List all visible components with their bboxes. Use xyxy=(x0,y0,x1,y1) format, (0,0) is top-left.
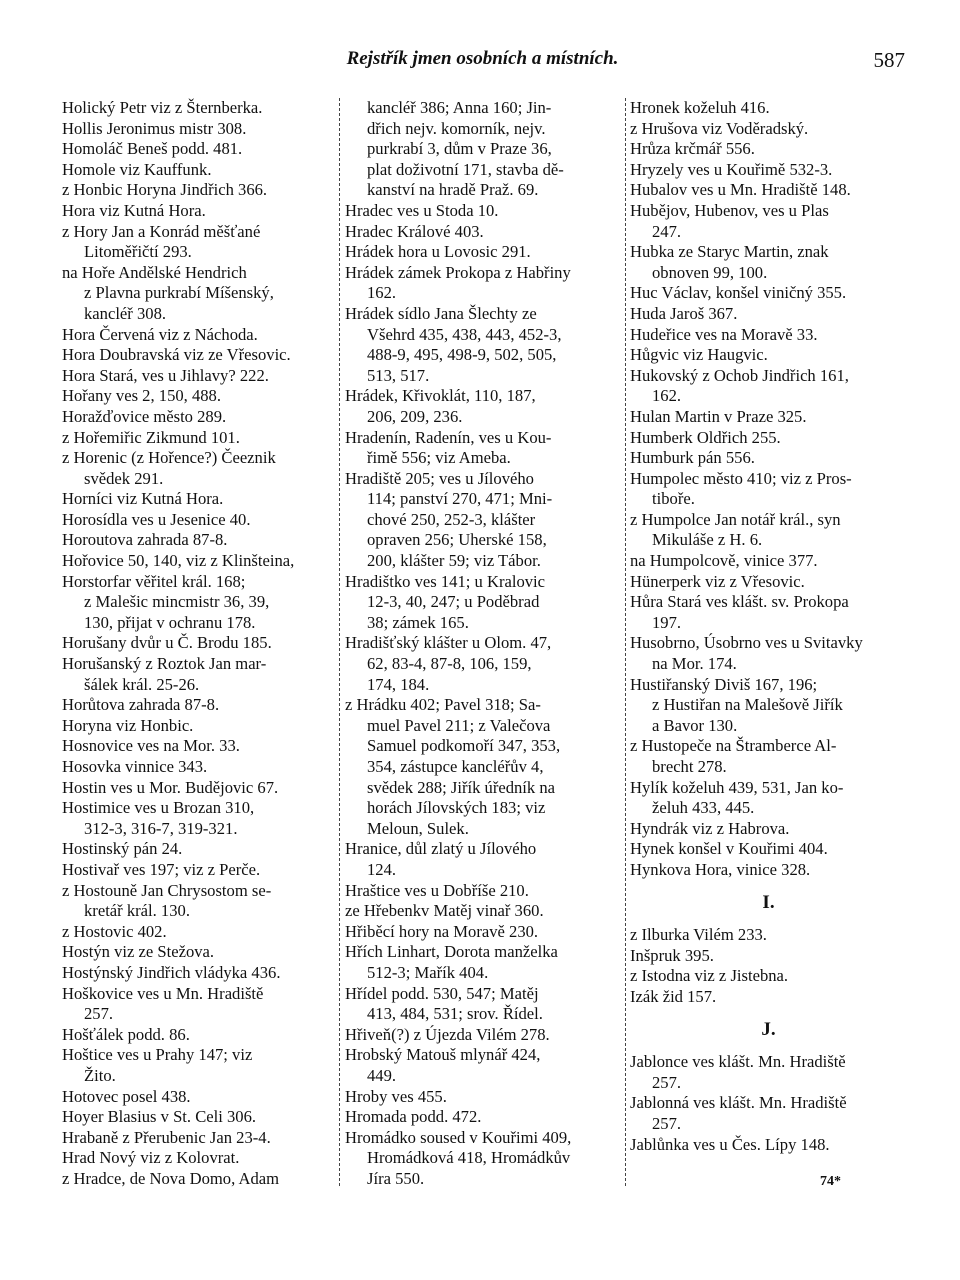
index-entry-line: Hubka ze Staryc Martin, znak xyxy=(630,242,829,262)
index-entry-line: z Ilburka Vilém 233. xyxy=(630,925,767,945)
index-entry-line: Hostýnský Jindřich vládyka 436. xyxy=(62,962,281,982)
index-entry-line: Jablůnka ves u Čes. Lípy 148. xyxy=(630,1134,830,1154)
index-entry-line: 257. xyxy=(84,1004,114,1024)
index-entry-line: Hřiběcí hory na Moravě 230. xyxy=(345,921,539,941)
index-entry-line: 162. xyxy=(652,386,682,406)
index-entry-line: Huc Václav, konšel viničný 355. xyxy=(630,283,847,303)
index-entry-line: z Hradce, de Nova Domo, Adam xyxy=(62,1168,280,1188)
index-entry-line: 200, klášter 59; viz Tábor. xyxy=(367,551,541,571)
index-entry-line: 130, přijat v ochranu 178. xyxy=(84,612,256,632)
index-column-left xyxy=(62,98,334,1189)
index-entry-line: z Hostovic 402. xyxy=(62,921,167,941)
index-entry-line: Jablonná ves klášt. Mn. Hradiště xyxy=(630,1093,847,1113)
index-entry-line: na Humpolcově, vinice 377. xyxy=(630,551,818,571)
index-entry-line: z Hrušova viz Voděradský. xyxy=(630,118,809,138)
index-entry-line: Hradiště 205; ves u Jílového xyxy=(345,468,534,488)
index-entry-line: Hradec Králové 403. xyxy=(345,221,484,241)
index-entry-line: Hřích Linhart, Dorota manželka xyxy=(345,942,558,962)
index-entry-line: 114; panství 270, 471; Mni- xyxy=(367,489,553,509)
index-entry-line: Huda Jaroš 367. xyxy=(630,303,738,323)
index-entry-line: Hostimice ves u Brozan 310, xyxy=(62,798,255,818)
index-entry-line: dřich nejv. komorník, nejv. xyxy=(367,118,546,138)
index-entry-line: 247. xyxy=(652,221,682,241)
index-entry-line: 197. xyxy=(652,612,682,632)
index-entry-line: Hrabaně z Přerubenic Jan 23-4. xyxy=(62,1127,271,1147)
index-entry-line: 354, zástupce kancléřův 4, xyxy=(367,757,544,776)
index-entry-line: Hořovice 50, 140, viz z Klinšteina, xyxy=(62,551,295,571)
section-letter-i: I. xyxy=(762,891,775,913)
index-entry-line: Horstorfar věřitel král. 168; xyxy=(62,571,246,591)
index-entry-line: Hraštice ves u Dobříše 210. xyxy=(345,880,529,900)
index-entry-line: Horušanský z Roztok Jan mar- xyxy=(62,654,267,674)
index-entry-line: obnoven 99, 100. xyxy=(652,262,768,282)
index-entry-line: 257. xyxy=(652,1072,682,1092)
index-entry-line: Hromada podd. 472. xyxy=(345,1107,482,1127)
index-entry-line: tiboře. xyxy=(652,489,695,509)
index-entry-line: z Honbic Horyna Jindřich 366. xyxy=(62,180,268,200)
column-divider xyxy=(625,98,626,1186)
index-entry-line: Hroby ves 455. xyxy=(345,1086,447,1106)
index-entry-line: Hrádek sídlo Jana Šlechty ze xyxy=(345,303,537,323)
index-entry-line: Hostivař ves 197; viz z Perče. xyxy=(62,859,261,879)
index-entry-line: Humpolec město 410; viz z Pros- xyxy=(630,468,852,488)
index-entries-i xyxy=(630,925,907,1007)
index-entry-line: Hubějov, Hubenov, ves u Plas xyxy=(630,200,829,220)
index-entry-line: Hradenín, Radenín, ves u Kou- xyxy=(345,427,552,447)
index-entry-line: Jíra 550. xyxy=(367,1168,425,1188)
index-entry-line: Humburk pán 556. xyxy=(630,448,755,468)
index-entry-line: Hošťálek podd. 86. xyxy=(62,1024,190,1044)
index-entry-line: Hosnovice ves na Mor. 33. xyxy=(62,736,240,756)
index-entries-h xyxy=(630,98,907,881)
index-entry-line: Horušany dvůr u Č. Brodu 185. xyxy=(62,633,272,653)
index-entry-line: Hora viz Kutná Hora. xyxy=(62,200,206,220)
index-entry-line: Hrádek zámek Prokopa z Habřiny xyxy=(345,262,571,282)
index-entry-line: Hradec ves u Stoda 10. xyxy=(345,200,499,220)
index-entry-line: Hynek konšel v Kouřimi 404. xyxy=(630,839,828,859)
index-entry-line: Izák žid 157. xyxy=(630,986,717,1006)
index-entry-line: 413, 484, 531; srov. Řídel. xyxy=(367,1004,543,1024)
index-entry-line: Žito. xyxy=(84,1065,116,1085)
index-entry-line: Všehrd 435, 438, 443, 452-3, xyxy=(367,324,562,344)
index-entry-line: Hollis Jeronimus mistr 308. xyxy=(62,118,247,138)
index-entry-line: z Hory Jan a Konrád měšťané xyxy=(62,221,261,241)
index-entry-line: Hranice, důl zlatý u Jílového xyxy=(345,839,537,859)
index-entry-line: Hrad Nový viz z Kolovrat. xyxy=(62,1148,240,1168)
column-divider xyxy=(339,98,340,1186)
index-entry-line: Hosovka vinnice 343. xyxy=(62,757,208,776)
index-entry-line: Hustiřanský Diviš 167, 196; xyxy=(630,674,818,694)
index-entry-line: Hrůza krčmář 556. xyxy=(630,139,755,159)
index-entry-line: 62, 83-4, 87-8, 106, 159, xyxy=(367,654,532,674)
index-entry-line: Litoměřičtí 293. xyxy=(84,242,192,262)
index-entry-line: Hubalov ves u Mn. Hradiště 148. xyxy=(630,180,851,200)
index-column-middle xyxy=(345,98,621,1189)
index-entry-line: Samuel podkomoří 347, 353, xyxy=(367,736,561,756)
index-entry-line: z Plavna purkrabí Míšenský, xyxy=(84,283,274,303)
index-entry-line: Jablonce ves klášt. Mn. Hradiště xyxy=(630,1052,846,1072)
index-entry-line: 513, 517. xyxy=(367,365,430,385)
index-entry-line: Homole viz Kauffunk. xyxy=(62,159,212,179)
index-entry-line: Homoláč Beneš podd. 481. xyxy=(62,139,243,159)
index-entry-line: Hynkova Hora, vinice 328. xyxy=(630,859,811,879)
index-entry-line: Horůtova zahrada 87-8. xyxy=(62,695,220,715)
index-entry-line: 488-9, 495, 498-9, 502, 505, xyxy=(367,345,557,365)
index-entry-line: Horyna viz Honbic. xyxy=(62,715,194,735)
index-entry-line: šálek král. 25-26. xyxy=(84,674,200,694)
index-entry-line: Hulan Martin v Praze 325. xyxy=(630,406,807,426)
index-entry-line: kancléř 386; Anna 160; Jin- xyxy=(367,98,552,117)
index-entry-line: 512-3; Mařík 404. xyxy=(367,962,489,982)
index-entry-line: Hyndrák viz z Habrova. xyxy=(630,818,790,838)
index-entry-line: Horníci viz Kutná Hora. xyxy=(62,489,224,509)
index-entry-line: Hünerperk viz z Vřesovic. xyxy=(630,571,805,591)
running-title: Rejstřík jmen osobních a místních. xyxy=(346,48,619,69)
index-entry-line: Hřiveň(?) z Újezda Vilém 278. xyxy=(345,1024,550,1044)
index-entry-line: Horoutova zahrada 87-8. xyxy=(62,530,228,550)
index-entry-line: Hora Doubravská viz ze Vřesovic. xyxy=(62,345,291,365)
index-entry-line: horách Jílovských 183; viz xyxy=(367,798,546,818)
index-entry-line: na Mor. 174. xyxy=(652,654,737,674)
index-entry-line: želuh 433, 445. xyxy=(652,798,755,818)
index-entry-line: 174, 184. xyxy=(367,674,430,694)
index-entry-line: z Horenic (z Hořence?) Čeeznik xyxy=(62,448,276,468)
index-entry-line: kretář král. 130. xyxy=(84,901,190,921)
index-entry-line: plat doživotní 171, stavba dě- xyxy=(367,159,564,179)
index-entry-line: z Hustopeče na Štramberce Al- xyxy=(630,736,837,756)
index-entry-line: Hylík koželuh 439, 531, Jan ko- xyxy=(630,777,844,797)
index-entry-line: z Malešic mincmistr 36, 39, xyxy=(84,592,270,612)
index-entry-line: chové 250, 252-3, klášter xyxy=(367,509,536,529)
index-entry-line: Hrobský Matouš mlynář 424, xyxy=(345,1045,541,1065)
index-entry-line: Humberk Oldřich 255. xyxy=(630,427,781,447)
index-entry-line: Hoyer Blasius v St. Celi 306. xyxy=(62,1107,257,1127)
index-entry-line: Hostýn viz ze Stežova. xyxy=(62,942,215,962)
index-entry-line: brecht 278. xyxy=(652,757,727,776)
index-entry-line: 162. xyxy=(367,283,397,303)
section-letter-j: J. xyxy=(761,1018,776,1040)
index-entry-line: z Hustiřan na Malešově Jiřík xyxy=(652,695,843,715)
index-entry-line: z Hořemiřic Zikmund 101. xyxy=(62,427,240,447)
index-entry-line: Hronek koželuh 416. xyxy=(630,98,770,117)
index-entry-line: Hoštice ves u Prahy 147; viz xyxy=(62,1045,253,1065)
index-entry-line: na Hoře Andělské Hendrich xyxy=(62,262,247,282)
index-entry-line: Husobrno, Úsobrno ves u Svitavky xyxy=(630,633,863,653)
index-entry-line: z Hostouně Jan Chrysostom se- xyxy=(62,880,272,900)
index-entry-line: Hromádko soused v Kouřimi 409, xyxy=(345,1127,572,1147)
index-entry-line: 206, 209, 236. xyxy=(367,406,463,426)
index-entry-line: Meloun, Sulek. xyxy=(367,818,469,838)
index-entry-line: Hrádek, Křivoklát, 110, 187, xyxy=(345,386,536,406)
index-entry-line: kancléř 308. xyxy=(84,303,167,323)
index-entry-line: z Istodna viz z Jistebna. xyxy=(630,966,789,986)
index-entry-line: 124. xyxy=(367,859,397,879)
index-entry-line: Holický Petr viz z Šternberka. xyxy=(62,98,263,117)
index-entry-line: Inšpruk 395. xyxy=(630,945,714,965)
index-entry-line: Hůra Stará ves klášt. sv. Prokopa xyxy=(630,592,849,612)
page-header xyxy=(60,48,905,76)
index-entry-line: kanství na hradě Praž. 69. xyxy=(367,180,539,200)
index-entry-line: svědek 291. xyxy=(84,468,164,488)
page-number: 587 xyxy=(873,48,905,72)
index-entries-j xyxy=(630,1052,907,1155)
index-entry-line: Hudeřice ves na Moravě 33. xyxy=(630,324,818,344)
index-entry-line: Horažďovice město 289. xyxy=(62,406,227,426)
index-entry-line: Horosídla ves u Jesenice 40. xyxy=(62,509,251,529)
index-entry-line: 12-3, 40, 247; u Poděbrad xyxy=(367,592,540,612)
index-entry-line: Hořany ves 2, 150, 488. xyxy=(62,386,222,406)
index-entry-line: Hostinský pán 24. xyxy=(62,839,183,859)
index-entry-line: Hotovec posel 438. xyxy=(62,1086,191,1106)
index-entry-line: Hradištko ves 141; u Kralovic xyxy=(345,571,546,591)
index-entry-line: z Humpolce Jan notář král., syn xyxy=(630,509,841,529)
index-entry-line: z Hrádku 402; Pavel 318; Sa- xyxy=(345,695,541,715)
index-entry-line: Hryzely ves u Kouřimě 532-3. xyxy=(630,159,833,179)
index-entry-line: Hostin ves u Mor. Budějovic 67. xyxy=(62,777,279,797)
index-entry-line: 257. xyxy=(652,1113,682,1133)
index-entry-line: Hora Stará, ves u Jihlavy? 222. xyxy=(62,365,269,385)
index-entry-line: Hřídel podd. 530, 547; Matěj xyxy=(345,983,539,1003)
index-entry-line: Hůgvic viz Haugvic. xyxy=(630,345,768,365)
index-entry-line: Hora Červená viz z Náchoda. xyxy=(62,324,258,344)
index-entry-line: 38; zámek 165. xyxy=(367,612,469,632)
index-entry-line: Hukovský z Ochob Jindřich 161, xyxy=(630,365,849,385)
index-entry-line: Hromádková 418, Hromádkův xyxy=(367,1148,571,1168)
index-entry-line: ze Hřebenkv Matěj vinař 360. xyxy=(345,901,544,921)
index-entry-line: Hoškovice ves u Mn. Hradiště xyxy=(62,983,264,1003)
index-entry-line: Hradišťský klášter u Olom. 47, xyxy=(345,633,552,653)
index-entry-line: svědek 288; Jiřík úředník na xyxy=(367,777,556,797)
index-entry-line: purkrabí 3, dům v Praze 36, xyxy=(367,139,552,159)
index-entry-line: Mikuláše z H. 6. xyxy=(652,530,763,550)
signature-mark: 74* xyxy=(820,1174,841,1189)
index-entry-line: 449. xyxy=(367,1065,397,1085)
index-entry-line: opraven 256; Uherské 158, xyxy=(367,530,547,550)
index-column-right xyxy=(630,98,907,1155)
index-entry-line: muel Pavel 211; z Valečova xyxy=(367,715,551,735)
index-entry-line: a Bavor 130. xyxy=(652,715,738,735)
index-entry-line: řimě 556; viz Ameba. xyxy=(367,448,511,468)
index-entry-line: 312-3, 316-7, 319-321. xyxy=(84,818,238,838)
index-entry-line: Hrádek hora u Lovosic 291. xyxy=(345,242,531,262)
